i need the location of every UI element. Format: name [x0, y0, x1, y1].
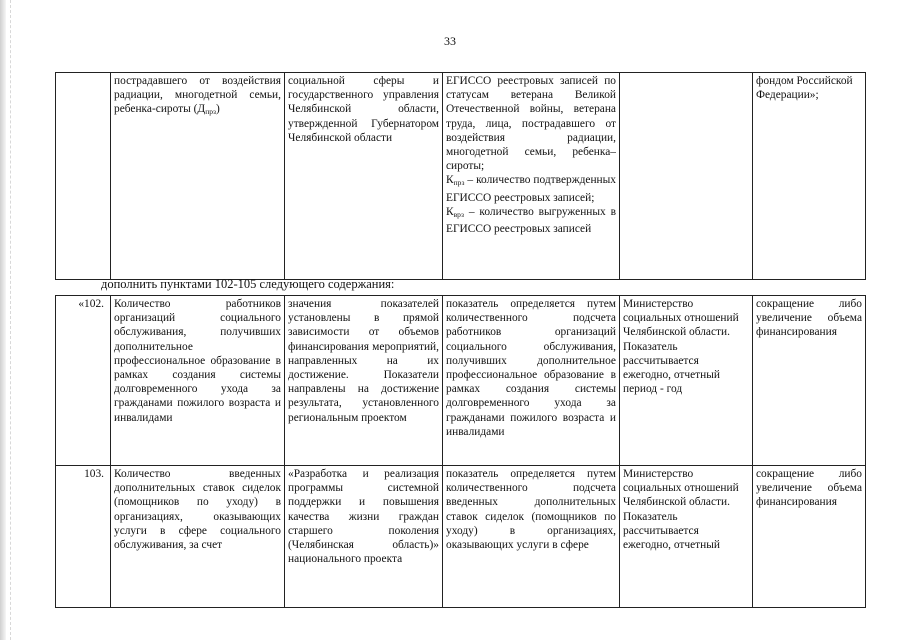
cell-risk: фондом Российской Федерации»;	[753, 73, 866, 280]
cell-indicator: Количество введенных дополнительных ставок сиделок (помощников по уходу) в организациях, оказывающих услуги в сфере социального обслуживания, за счет	[111, 466, 285, 608]
scan-edge	[0, 0, 6, 640]
cell-method: показатель определяется путем количественного подсчета работников организаций социального обслуживания, получивших дополнительное профессиональное образование в рамках создания системы долговременного ухода за гражданами пожилого возраста и инвалидами	[443, 296, 620, 466]
table-row	[56, 466, 866, 608]
cell-num	[56, 73, 111, 280]
cell-basis: значения показателей установлены в прямой зависимости от объемов финансирования мероприятий, направленных на их достижение. Показатели направлены на достижение результата, установленного региональным проектом	[285, 296, 443, 466]
amendment-text: дополнить пунктами 102-105 следующего содержания:	[101, 277, 395, 291]
cell-risk: сокращение либо увеличение объема финансирования	[753, 296, 866, 466]
scan-edge-line	[10, 0, 12, 640]
table-row	[56, 73, 866, 280]
table-new-items	[55, 295, 866, 608]
cell-method: ЕГИССО реестровых записей по статусам ветерана Великой Отечественной войны, ветерана труда, лица, пострадавшего от воздействия радиации, многодетной семьи, ребенка–сироты; $К_{прз}$ – количество подтвержденных ЕГИССО реестровых записей; $К_{врз}$ – количество выгруженных в ЕГИССО реестровых записей	[443, 73, 620, 280]
cell-num: 103.	[56, 466, 111, 608]
cell-responsible: Министерство социальных отношений Челябинской области. Показатель рассчитывается ежегодно, отчетный	[620, 466, 753, 608]
cell-basis: социальной сферы и государственного управления Челябинской области, утвержденной Губернатором Челябинской области	[285, 73, 443, 280]
cell-indicator: Количество работников организаций социального обслуживания, получивших дополнительное профессиональное образование в рамках создания системы долговременного ухода за гражданами пожилого возраста и инвалидами	[111, 296, 285, 466]
table-row	[56, 296, 866, 466]
cell-basis: «Разработка и реализация программы системной поддержки и повышения качества жизни граждан старшего поколения (Челябинская область)» национального проекта	[285, 466, 443, 608]
cell-num: «102.	[56, 296, 111, 466]
cell-method: показатель определяется путем количественного подсчета введенных дополнительных ставок сиделок (помощников по уходу) в организациях, оказывающих услуги в сфере	[443, 466, 620, 608]
cell-risk: сокращение либо увеличение объема финансирования	[753, 466, 866, 608]
cell-indicator: пострадавшего от воздействия радиации, многодетной семьи, ребенка-сироты $(Д_{прз})$	[111, 73, 285, 280]
page-number: 33	[444, 34, 456, 48]
cell-responsible: Министерство социальных отношений Челябинской области. Показатель рассчитывается ежегодно, отчетный период - год	[620, 296, 753, 466]
table-continuation	[55, 72, 866, 280]
cell-responsible	[620, 73, 753, 280]
